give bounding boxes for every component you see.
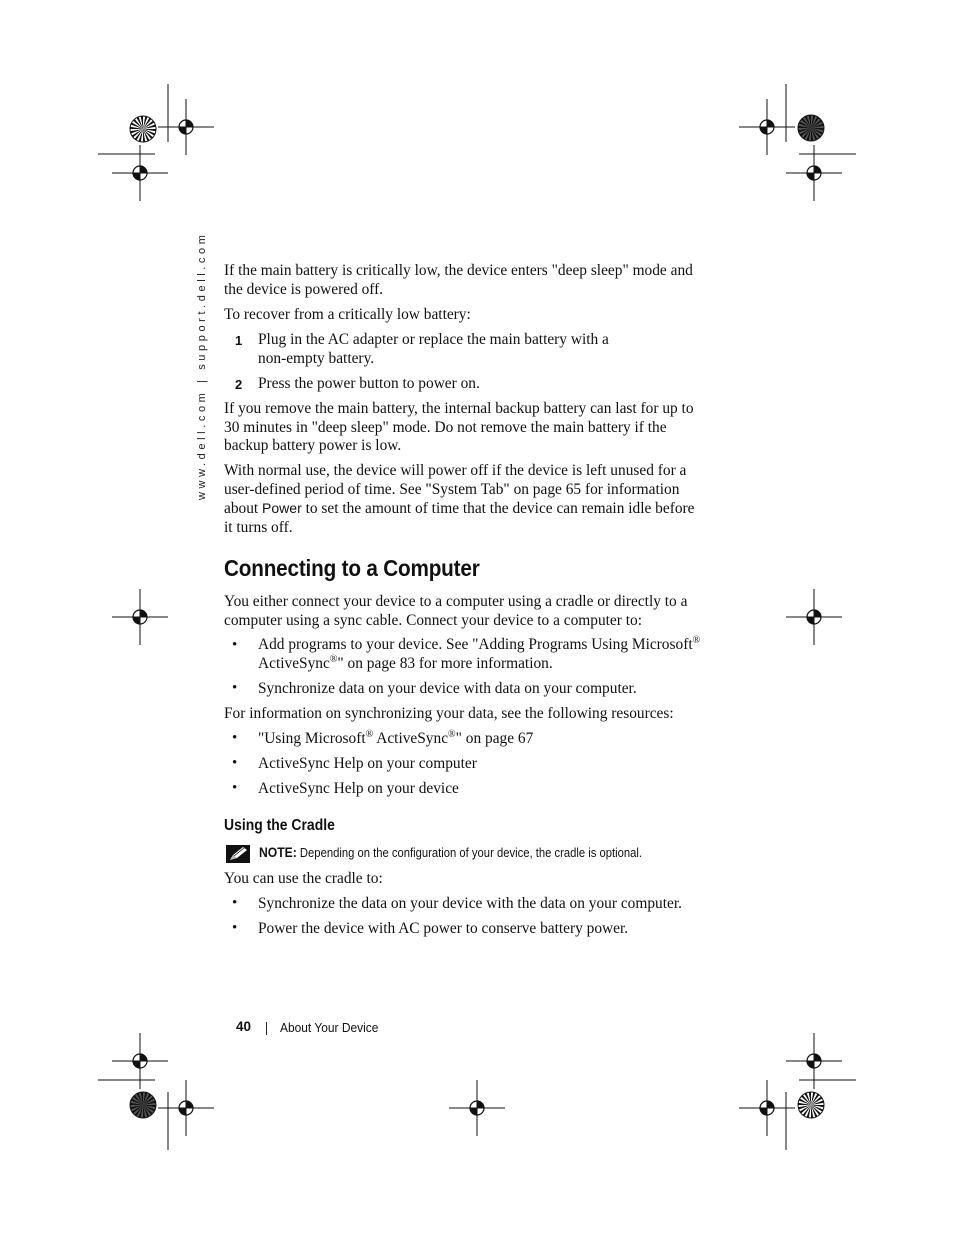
intro-paragraph-backup: If you remove the main battery, the internal backup battery can last for up to 30 minutes in "deep sleep" mode. Do not remove the main battery if the backup battery power is low. <box>224 400 694 455</box>
step-number-2: 2 <box>235 377 243 392</box>
registration-mark-icon <box>449 1080 505 1136</box>
registration-mark-icon <box>739 99 795 155</box>
note-text: Depending on the configuration of your device, the cradle is optional. <box>296 846 643 860</box>
bullet-using-activesync: "Using Microsoft® ActiveSync®" on page 67 <box>258 728 534 747</box>
registration-mark-icon <box>739 1080 795 1136</box>
starburst-target-icon <box>130 1092 156 1118</box>
bullet-cradle-synchronize: Synchronize the data on your device with the data on your computer. <box>258 895 682 912</box>
registration-mark-icon <box>112 589 168 645</box>
registration-mark-icon <box>158 99 214 155</box>
bullet-help-computer: ActiveSync Help on your computer <box>258 755 477 772</box>
section-heading: Connecting to a Computer <box>224 555 480 581</box>
power-term: Power <box>262 500 302 517</box>
bullet-marker: • <box>232 680 238 696</box>
subsection-heading: Using the Cradle <box>224 817 335 834</box>
subsection-paragraph-cradle: You can use the cradle to: <box>224 870 383 887</box>
bullet-marker: • <box>232 730 238 746</box>
step-text-2: Press the power button to power on. <box>258 375 480 392</box>
registration-mark-icon <box>112 145 168 201</box>
registration-mark-icon <box>112 1033 168 1089</box>
registration-mark-icon <box>786 589 842 645</box>
starburst-target-icon <box>130 116 156 142</box>
starburst-target-icon <box>798 1092 824 1118</box>
bullet-marker: • <box>232 895 238 911</box>
registration-mark-icon <box>158 1080 214 1136</box>
bullet-help-device: ActiveSync Help on your device <box>258 780 459 797</box>
intro-paragraph-normal-use: With normal use, the device will power off if the device is left unused for a user-defined period of time. See "System Tab" on page 65 for information about Power to set the amount of time that the device can remain idle before it turns off. <box>224 462 695 536</box>
intro-paragraph-recover: To recover from a critically low battery: <box>224 306 471 323</box>
intro-paragraph-deep-sleep: If the main battery is critically low, the device enters "deep sleep" mode and the device is powered off. <box>224 262 693 298</box>
note-callout <box>259 845 642 860</box>
footer-divider <box>266 1022 267 1035</box>
footer-chapter-title: About Your Device <box>280 1020 379 1035</box>
bullet-cradle-power: Power the device with AC power to conserve battery power. <box>258 920 629 937</box>
starburst-target-icon <box>798 115 824 141</box>
note-label: NOTE: <box>259 845 297 860</box>
step-number-1: 1 <box>235 333 243 348</box>
bullet-marker: • <box>232 637 238 653</box>
sidebar-url: www.dell.com | support.dell.com <box>196 231 208 500</box>
bullet-marker: • <box>232 920 238 936</box>
bullet-add-programs: Add programs to your device. See "Adding Programs Using Microsoft® ActiveSync®" on page 83 for more information. <box>258 634 701 672</box>
registration-mark-icon <box>786 1033 842 1089</box>
step-text-1: Plug in the AC adapter or replace the main battery with a non-empty battery. <box>258 331 609 367</box>
bullet-marker: • <box>232 780 238 796</box>
pencil-note-icon <box>226 845 250 863</box>
section-paragraph-resources: For information on synchronizing your data, see the following resources: <box>224 705 674 722</box>
bullet-marker: • <box>232 755 238 771</box>
registration-mark-icon <box>786 145 842 201</box>
section-paragraph-connect: You either connect your device to a computer using a cradle or directly to a computer using a sync cable. Connect your device to a computer to: <box>224 593 688 629</box>
bullet-synchronize-data: Synchronize data on your device with data on your computer. <box>258 680 637 697</box>
page-number: 40 <box>236 1019 252 1034</box>
